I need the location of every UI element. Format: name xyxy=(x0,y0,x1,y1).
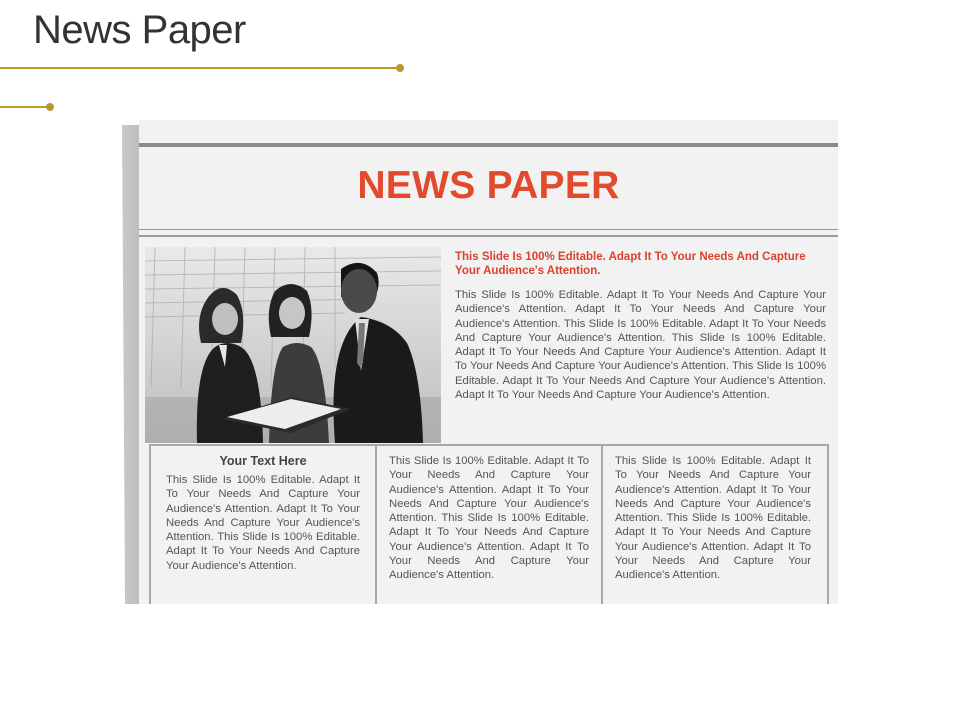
column-3-text: This Slide Is 100% Editable. Adapt It To Your Needs And Capture Your Audience's Attention. Adapt It To Your Needs And Capture Your Audience's Attention. This Slide Is 100% Editable. Adapt It To Your Needs And Capture Your Audience's Attention. Adapt It To Your Needs And Capture Your Audience's Attention. xyxy=(615,455,811,582)
lead-article xyxy=(455,250,826,402)
newspaper-fold xyxy=(122,125,139,604)
lead-headline: This Slide Is 100% Editable. Adapt It To Your Needs And Capture Your Audience's Attention. xyxy=(455,251,806,277)
column-3 xyxy=(601,444,829,604)
lead-body: This Slide Is 100% Editable. Adapt It To Your Needs And Capture Your Audience's Attention. Adapt It To Your Needs And Capture Your Audience's Attention. This Slide Is 100% Editable. Adapt It To Your Needs And Capture Your Audience's Attention. This Slide Is 100% Editable. Adapt It To Your Needs And Capture Your Audience's Attention. Adapt It To Your Needs And Capture Your Audience's Attention. This Slide Is 100% Editable. Adapt It To Your Needs And Capture Your Audience's Attention. Adapt It To Your Needs And Capture Your Audience's Attention. xyxy=(455,289,826,402)
column-2 xyxy=(375,444,603,604)
column-1 xyxy=(149,444,377,604)
photo-illustration xyxy=(145,247,441,443)
masthead-rule-bottom-1 xyxy=(139,229,838,230)
slide-title: News Paper xyxy=(33,8,246,52)
business-people-photo-icon xyxy=(145,247,441,443)
bottom-columns xyxy=(149,444,829,604)
decorative-dot-bottom xyxy=(46,103,54,111)
decorative-dot-top xyxy=(396,64,404,72)
decorative-line-top xyxy=(0,67,400,69)
column-1-heading: Your Text Here xyxy=(219,454,307,468)
column-1-text: This Slide Is 100% Editable. Adapt It To Your Needs And Capture Your Audience's Attention. Adapt It To Your Needs And Capture Your Audience's Attention. This Slide Is 100% Editable. Adapt It To Your Needs And Capture Your Audience's Attention. xyxy=(166,474,360,572)
newspaper xyxy=(122,120,838,604)
newspaper-masthead: NEWS PAPER xyxy=(357,164,620,207)
decorative-line-bottom xyxy=(0,106,50,108)
newspaper-page xyxy=(139,120,838,604)
masthead-rule-bottom-2 xyxy=(139,235,838,237)
column-2-text: This Slide Is 100% Editable. Adapt It To Your Needs And Capture Your Audience's Attention. Adapt It To Your Needs And Capture Your Audience's Attention. This Slide Is 100% Editable. Adapt It To Your Needs And Capture Your Audience's Attention. Adapt It To Your Needs And Capture Your Audience's Attention. xyxy=(389,455,589,582)
masthead-rule-top xyxy=(139,143,838,147)
